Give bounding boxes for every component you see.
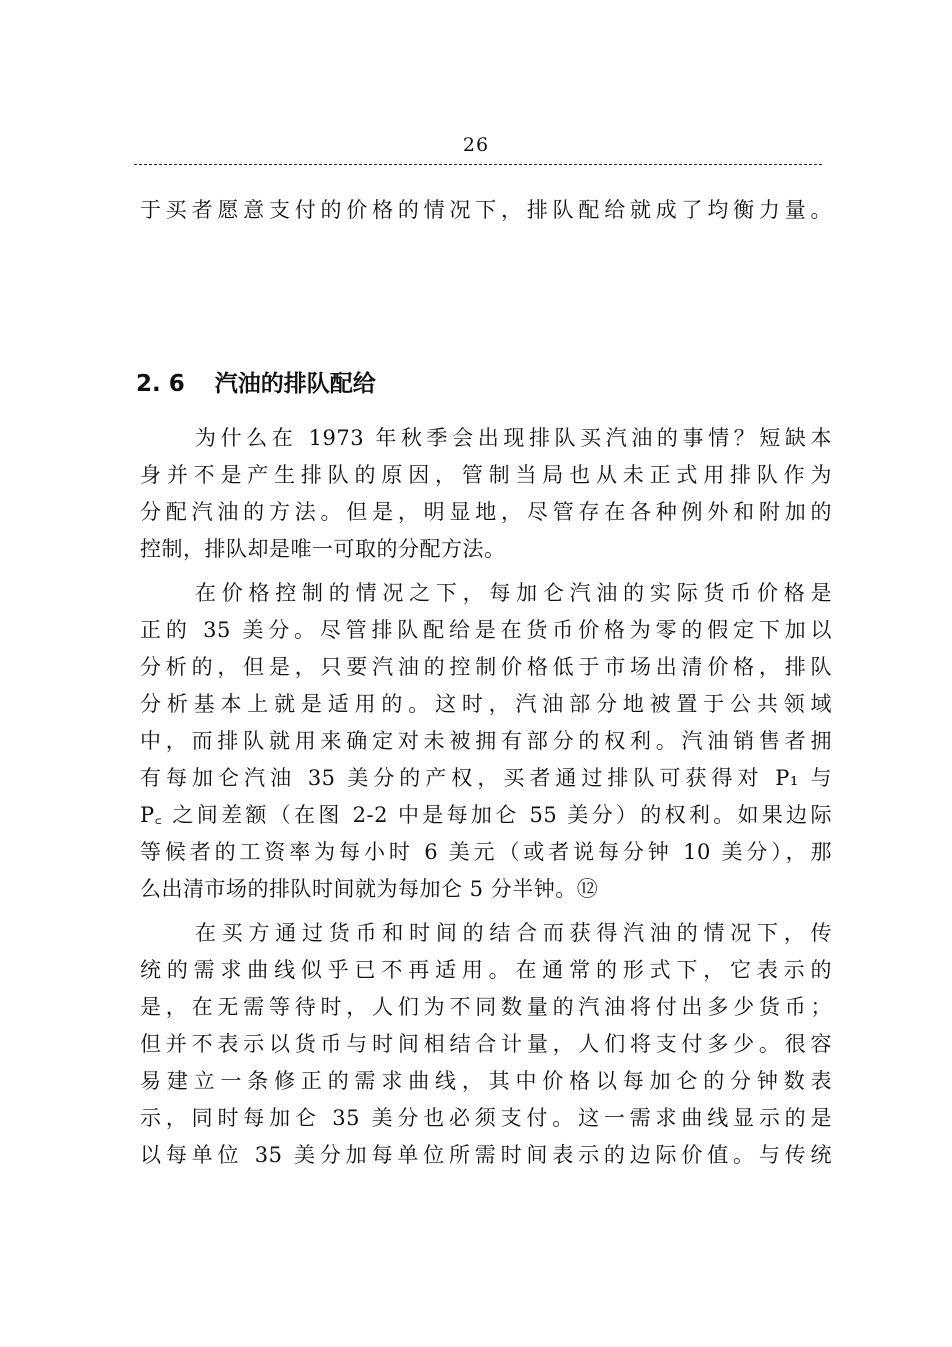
text-line: 示，同时每加仑 35 美分也必须支付。这一需求曲线显示的是 bbox=[140, 1106, 832, 1130]
text-line: 中，而排队就用来确定对未被拥有部分的权利。汽油销售者拥 bbox=[140, 729, 832, 753]
text-line: 控制，排队却是唯一可取的分配方法。 bbox=[140, 537, 506, 561]
lead-line: 于买者愿意支付的价格的情况下，排队配给就成了均衡力量。 bbox=[140, 198, 832, 222]
text-line: 分析基本上就是适用的。这时，汽油部分地被置于公共领域 bbox=[140, 692, 832, 716]
text-line: 分配汽油的方法。但是，明显地，尽管存在各种例外和附加的 bbox=[140, 500, 832, 524]
text-line: 等候者的工资率为每小时 6 美元（或者说每分钟 10 美分），那 bbox=[140, 840, 832, 864]
text-line: 分析的，但是，只要汽油的控制价格低于市场出清价格，排队 bbox=[140, 655, 832, 679]
text-line: 在价格控制的情况之下，每加仑汽油的实际货币价格是 bbox=[195, 581, 832, 605]
text-line: P꜀ 之间差额（在图 2-2 中是每加仑 55 美分）的权利。如果边际 bbox=[140, 803, 832, 827]
text-line: 但并不表示以货币与时间相结合计量，人们将支付多少。很容 bbox=[140, 1032, 832, 1056]
text-line: 易建立一条修正的需求曲线，其中价格以每加仑的分钟数表 bbox=[140, 1069, 832, 1093]
text-line: 身并不是产生排队的原因，管制当局也从未正式用排队作为 bbox=[140, 463, 832, 487]
text-line: 为什么在 1973 年秋季会出现排队买汽油的事情？短缺本 bbox=[195, 426, 832, 450]
text-line: 有每加仑汽油 35 美分的产权，买者通过排队可获得对 P₁ 与 bbox=[140, 766, 832, 790]
section-title: 汽油的排队配给 bbox=[214, 371, 376, 397]
text-line: 以每单位 35 美分加每单位所需时间表示的边际价值。与传统 bbox=[140, 1143, 832, 1167]
text-line: 是，在无需等待时，人们为不同数量的汽油将付出多少货币； bbox=[140, 995, 832, 1019]
section-number: 2. 6 bbox=[136, 371, 185, 397]
text-line: 在买方通过货币和时间的结合而获得汽油的情况下，传 bbox=[195, 921, 832, 945]
header-rule bbox=[134, 164, 822, 165]
text-line: 统的需求曲线似乎已不再适用。在通常的形式下，它表示的 bbox=[140, 958, 832, 982]
text-line: 正的 35 美分。尽管排队配给是在货币价格为零的假定下加以 bbox=[140, 618, 832, 642]
text-line: 么出清市场的排队时间就为每加仑 5 分半钟。⑫ bbox=[140, 877, 599, 901]
page-number: 26 bbox=[462, 134, 490, 156]
section-heading bbox=[136, 367, 376, 401]
